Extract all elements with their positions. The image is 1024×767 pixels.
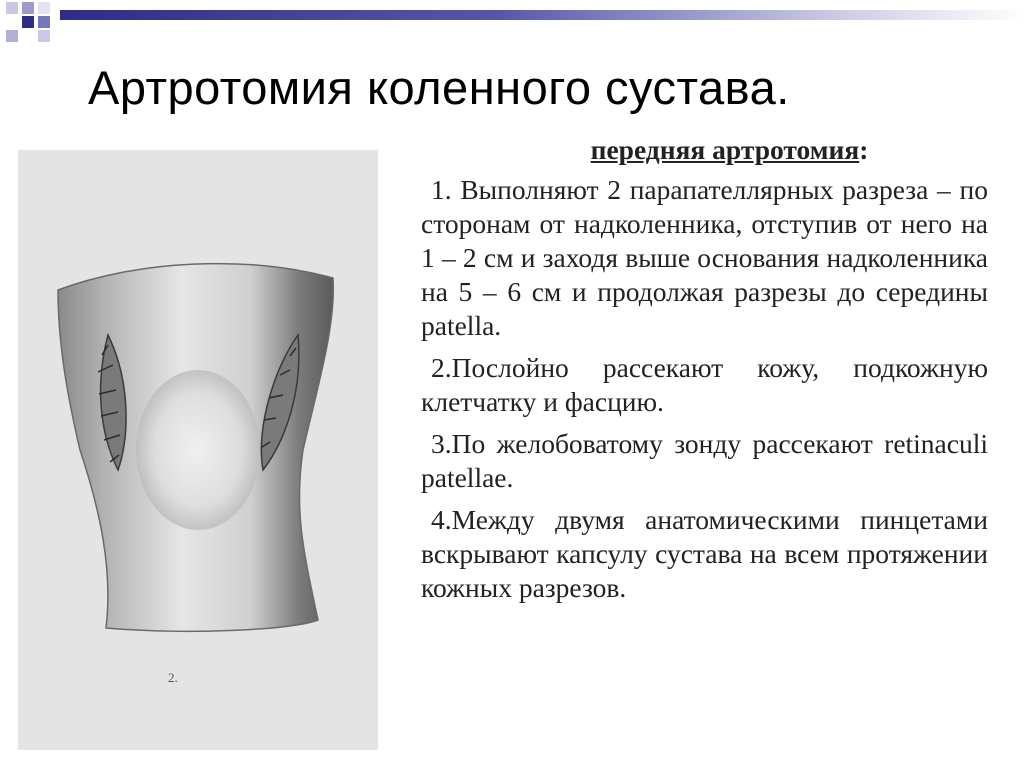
subtitle-text: передняя артротомия bbox=[590, 134, 860, 165]
step-paragraph-1: 1. Выполняют 2 парапателлярных разреза – по сторонам от надколенника, отступив от него на 1 – 2 см и заходя выше основания надколенника на 5 – 6 см и продолжая разрезы до середины patella. bbox=[421, 174, 988, 341]
subtitle-colon: : bbox=[859, 134, 869, 165]
step-paragraph-4: 4.Между двумя анатомическими пинцетами вскрывают капсулу сустава на всем протяжении кожных разрезов. bbox=[421, 504, 988, 603]
figure-caption-mark: 2. bbox=[168, 670, 178, 685]
deco-square bbox=[22, 2, 34, 14]
knee-illustration bbox=[18, 150, 378, 750]
deco-square bbox=[38, 30, 50, 42]
step-paragraph-2: 2.Послойно рассекают кожу, подкожную клетчатку и фасцию. bbox=[421, 352, 988, 417]
decorative-header-band bbox=[0, 0, 1024, 40]
slide-title: Артротомия коленного сустава. bbox=[88, 61, 790, 114]
knee-drawing bbox=[18, 150, 378, 750]
deco-square bbox=[38, 16, 50, 28]
gradient-band bbox=[60, 10, 1024, 20]
deco-square bbox=[38, 2, 50, 14]
deco-square bbox=[22, 16, 34, 28]
deco-square bbox=[6, 30, 18, 42]
deco-square bbox=[6, 2, 18, 14]
step-paragraph-3: 3.По желобоватому зонду рассекают retinaculi patellae. bbox=[421, 428, 988, 493]
patella-shape bbox=[136, 370, 260, 530]
section-subtitle bbox=[471, 132, 988, 168]
content-column bbox=[421, 128, 988, 613]
